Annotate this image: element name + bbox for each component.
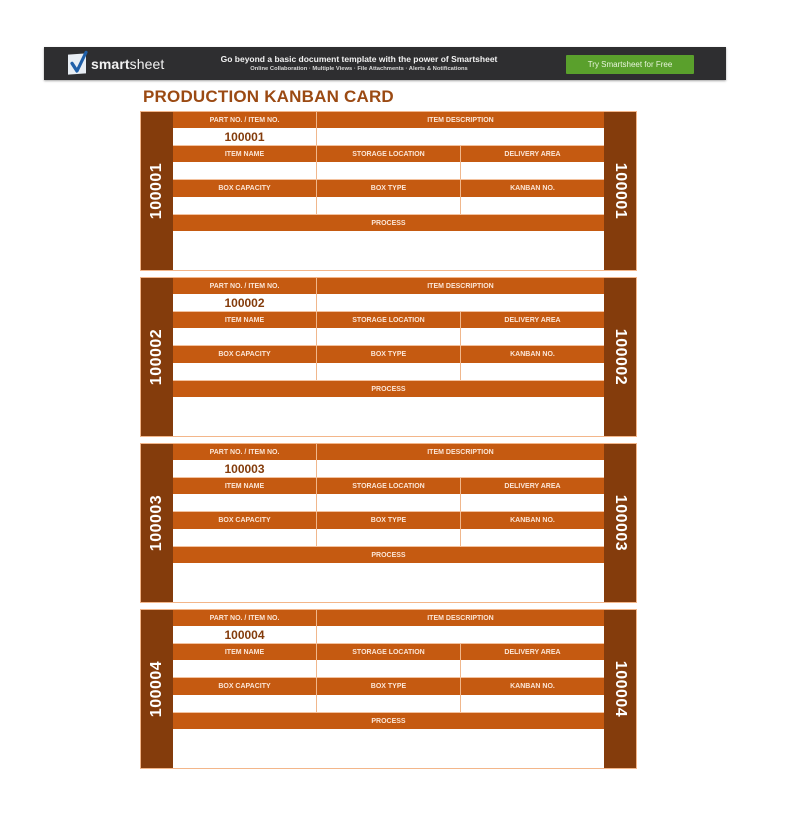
box-type-header: BOX TYPE (317, 678, 460, 695)
try-smartsheet-button[interactable]: Try Smartsheet for Free (566, 55, 694, 74)
item-name-header: ITEM NAME (173, 146, 316, 162)
item-name-header: ITEM NAME (173, 644, 316, 660)
divider (173, 311, 604, 312)
side-label-left: 100003 (141, 444, 173, 602)
divider (173, 380, 604, 381)
box-capacity-field[interactable] (173, 695, 316, 713)
item-description-field[interactable] (317, 294, 604, 312)
delivery-area-header: DELIVERY AREA (461, 644, 604, 660)
box-capacity-field[interactable] (173, 529, 316, 547)
divider (173, 511, 604, 512)
item-name-field[interactable] (173, 660, 316, 678)
box-capacity-header: BOX CAPACITY (173, 346, 316, 363)
divider (173, 345, 604, 346)
kanban-no-field[interactable] (461, 695, 604, 713)
process-header: PROCESS (173, 381, 604, 397)
banner-tagline (194, 54, 524, 73)
divider (316, 112, 317, 146)
kanban-card (140, 111, 637, 271)
box-capacity-header: BOX CAPACITY (173, 180, 316, 197)
smartsheet-banner (44, 47, 726, 80)
part-no-value[interactable]: 100002 (173, 294, 316, 312)
item-description-header: ITEM DESCRIPTION (317, 610, 604, 626)
storage-location-header: STORAGE LOCATION (317, 146, 460, 162)
part-no-value[interactable]: 100001 (173, 128, 316, 146)
storage-location-field[interactable] (317, 162, 460, 180)
item-name-field[interactable] (173, 162, 316, 180)
item-name-field[interactable] (173, 328, 316, 346)
kanban-no-field[interactable] (461, 529, 604, 547)
box-capacity-header: BOX CAPACITY (173, 512, 316, 529)
kanban-no-header: KANBAN NO. (461, 346, 604, 363)
box-type-field[interactable] (317, 197, 460, 215)
divider (173, 677, 604, 678)
box-type-header: BOX TYPE (317, 346, 460, 363)
storage-location-header: STORAGE LOCATION (317, 644, 460, 660)
divider (460, 312, 461, 381)
smartsheet-logo[interactable] (68, 53, 164, 75)
item-description-field[interactable] (317, 626, 604, 644)
side-label-left: 100001 (141, 112, 173, 270)
kanban-card (140, 277, 637, 437)
box-type-header: BOX TYPE (317, 512, 460, 529)
delivery-area-field[interactable] (461, 494, 604, 512)
kanban-card (140, 443, 637, 603)
process-field[interactable] (173, 729, 604, 768)
side-label-right: 100003 (604, 444, 636, 602)
delivery-area-field[interactable] (461, 328, 604, 346)
item-name-header: ITEM NAME (173, 478, 316, 494)
process-header: PROCESS (173, 713, 604, 729)
divider (173, 179, 604, 180)
divider (316, 444, 317, 478)
box-capacity-field[interactable] (173, 363, 316, 381)
process-header: PROCESS (173, 547, 604, 563)
item-description-field[interactable] (317, 460, 604, 478)
delivery-area-field[interactable] (461, 660, 604, 678)
process-field[interactable] (173, 231, 604, 270)
logo-wordmark: smartsheet (91, 56, 165, 72)
process-field[interactable] (173, 397, 604, 436)
card-grid (173, 444, 604, 602)
side-label-right: 100002 (604, 278, 636, 436)
tagline-features: Online Collaboration · Multiple Views · File Attachments · Alerts & Notifications (250, 66, 468, 72)
item-name-field[interactable] (173, 494, 316, 512)
kanban-no-header: KANBAN NO. (461, 180, 604, 197)
divider (173, 477, 604, 478)
item-description-header: ITEM DESCRIPTION (317, 278, 604, 294)
card-grid (173, 610, 604, 768)
storage-location-header: STORAGE LOCATION (317, 478, 460, 494)
divider (173, 712, 604, 713)
storage-location-field[interactable] (317, 494, 460, 512)
kanban-no-header: KANBAN NO. (461, 678, 604, 695)
item-description-header: ITEM DESCRIPTION (317, 444, 604, 460)
item-description-header: ITEM DESCRIPTION (317, 112, 604, 128)
part-no-header: PART NO. / ITEM NO. (173, 278, 316, 294)
kanban-no-field[interactable] (461, 197, 604, 215)
card-grid (173, 112, 604, 270)
divider (460, 478, 461, 547)
storage-location-header: STORAGE LOCATION (317, 312, 460, 328)
process-header: PROCESS (173, 215, 604, 231)
kanban-card (140, 609, 637, 769)
item-name-header: ITEM NAME (173, 312, 316, 328)
divider (316, 278, 317, 312)
divider (173, 145, 604, 146)
divider (316, 478, 317, 547)
divider (173, 546, 604, 547)
box-capacity-field[interactable] (173, 197, 316, 215)
divider (460, 644, 461, 713)
delivery-area-header: DELIVERY AREA (461, 146, 604, 162)
part-no-header: PART NO. / ITEM NO. (173, 444, 316, 460)
side-label-right: 100004 (604, 610, 636, 768)
kanban-no-field[interactable] (461, 363, 604, 381)
page-title: PRODUCTION KANBAN CARD (143, 87, 394, 106)
divider (173, 643, 604, 644)
divider (316, 644, 317, 713)
checkmark-logo-icon (68, 53, 86, 74)
divider (460, 146, 461, 215)
part-no-header: PART NO. / ITEM NO. (173, 610, 316, 626)
delivery-area-header: DELIVERY AREA (461, 478, 604, 494)
box-type-field[interactable] (317, 529, 460, 547)
storage-location-field[interactable] (317, 660, 460, 678)
part-no-value[interactable]: 100004 (173, 626, 316, 644)
delivery-area-header: DELIVERY AREA (461, 312, 604, 328)
part-no-value[interactable]: 100003 (173, 460, 316, 478)
box-capacity-header: BOX CAPACITY (173, 678, 316, 695)
box-type-header: BOX TYPE (317, 180, 460, 197)
box-type-field[interactable] (317, 363, 460, 381)
card-grid (173, 278, 604, 436)
divider (316, 146, 317, 215)
delivery-area-field[interactable] (461, 162, 604, 180)
box-type-field[interactable] (317, 695, 460, 713)
process-field[interactable] (173, 563, 604, 602)
side-label-right: 100001 (604, 112, 636, 270)
side-label-left: 100002 (141, 278, 173, 436)
divider (316, 312, 317, 381)
item-description-field[interactable] (317, 128, 604, 146)
tagline-main: Go beyond a basic document template with the power of Smartsheet (220, 54, 498, 64)
divider (173, 214, 604, 215)
part-no-header: PART NO. / ITEM NO. (173, 112, 316, 128)
divider (316, 610, 317, 644)
kanban-no-header: KANBAN NO. (461, 512, 604, 529)
side-label-left: 100004 (141, 610, 173, 768)
storage-location-field[interactable] (317, 328, 460, 346)
